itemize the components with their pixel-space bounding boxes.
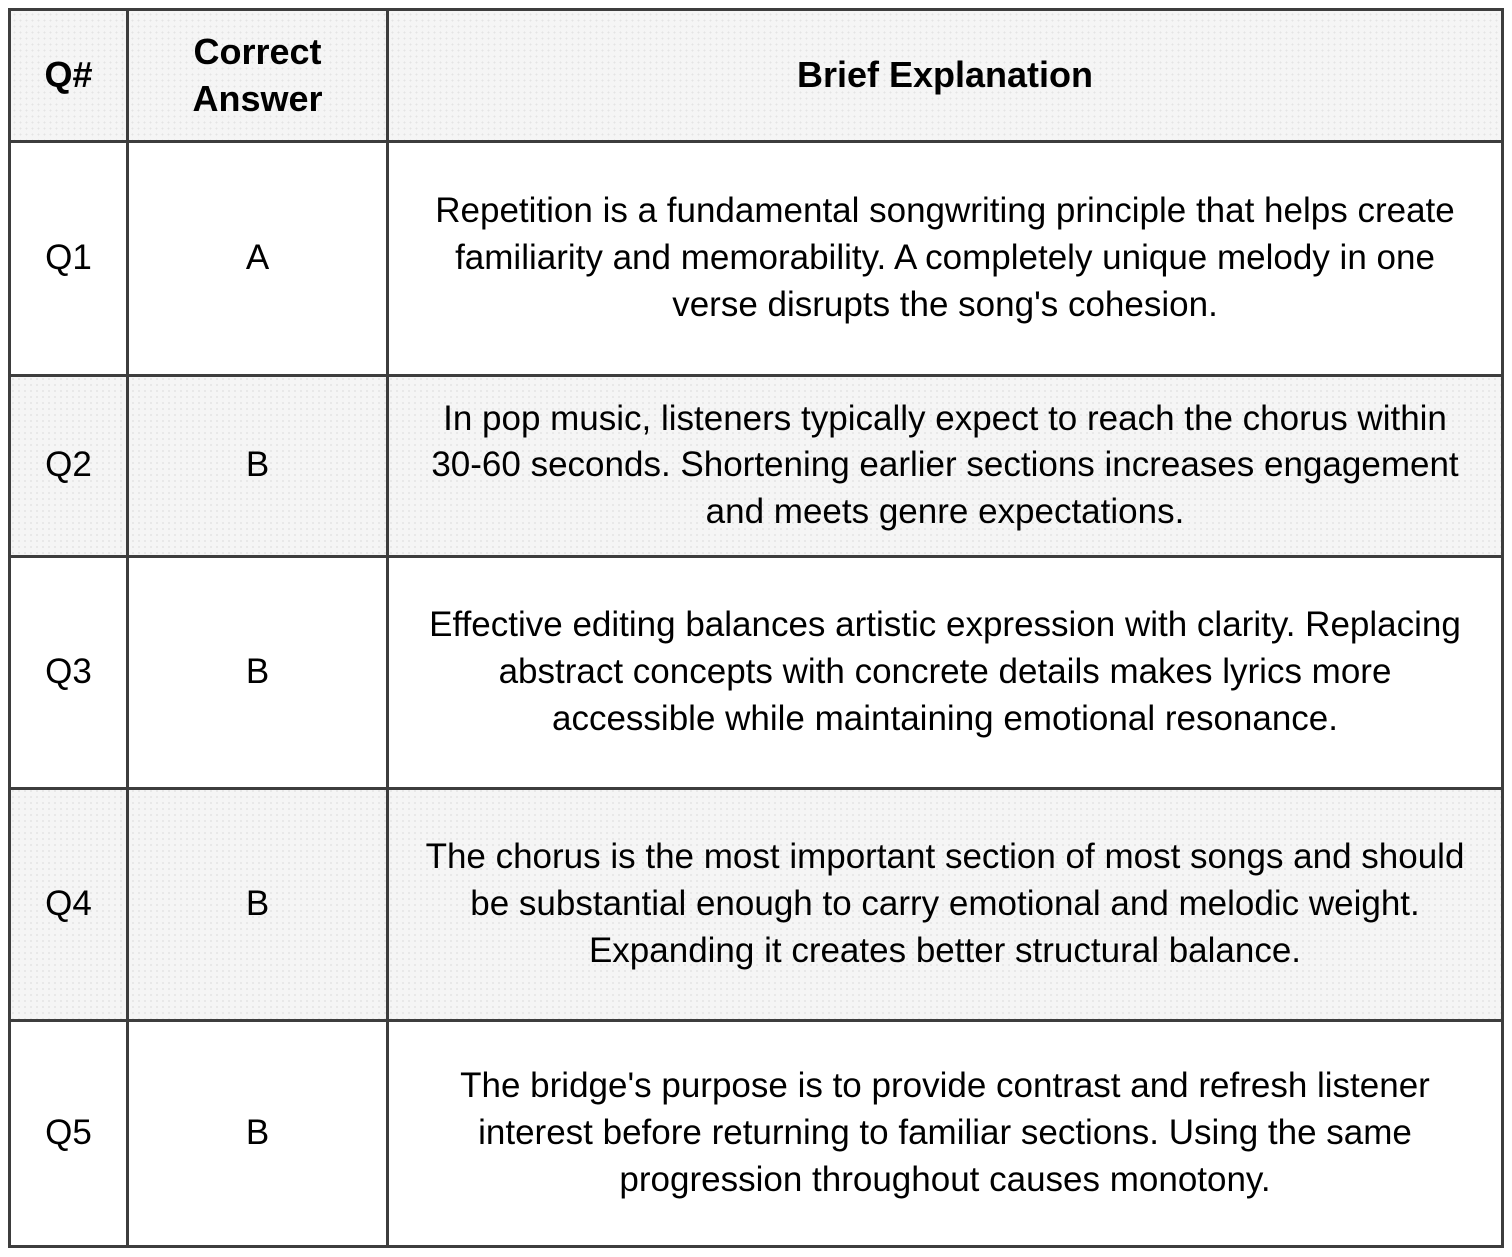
answer-key-table <box>8 8 1504 1248</box>
question-number: Q1 <box>10 142 128 376</box>
column-header-brief-explanation: Brief Explanation <box>388 10 1503 142</box>
explanation: The bridge's purpose is to provide contrast and refresh listener interest before returning to familiar sections. Using the same progression throughout causes monotony. <box>388 1020 1503 1246</box>
question-number: Q5 <box>10 1020 128 1246</box>
table-row <box>10 376 1503 556</box>
column-header-question-number: Q# <box>10 10 128 142</box>
question-number: Q3 <box>10 556 128 788</box>
correct-answer: B <box>128 788 388 1020</box>
correct-answer: B <box>128 1020 388 1246</box>
explanation: The chorus is the most important section of most songs and should be substantial enough to carry emotional and melodic weight. Expanding it creates better structural balance. <box>388 788 1503 1020</box>
question-number: Q4 <box>10 788 128 1020</box>
correct-answer: A <box>128 142 388 376</box>
correct-answer: B <box>128 376 388 556</box>
header-row <box>10 10 1503 142</box>
explanation: Effective editing balances artistic expression with clarity. Replacing abstract concepts with concrete details makes lyrics more accessible while maintaining emotional resonance. <box>388 556 1503 788</box>
table-row <box>10 142 1503 376</box>
question-number: Q2 <box>10 376 128 556</box>
table-row <box>10 556 1503 788</box>
column-header-correct-answer: Correct Answer <box>128 10 388 142</box>
explanation: In pop music, listeners typically expect to reach the chorus within 30-60 seconds. Shortening earlier sections increases engagement and meets genre expectations. <box>388 376 1503 556</box>
table-row <box>10 788 1503 1020</box>
explanation: Repetition is a fundamental songwriting principle that helps create familiarity and memorability. A completely unique melody in one verse disrupts the song's cohesion. <box>388 142 1503 376</box>
correct-answer: B <box>128 556 388 788</box>
table-row <box>10 1020 1503 1246</box>
